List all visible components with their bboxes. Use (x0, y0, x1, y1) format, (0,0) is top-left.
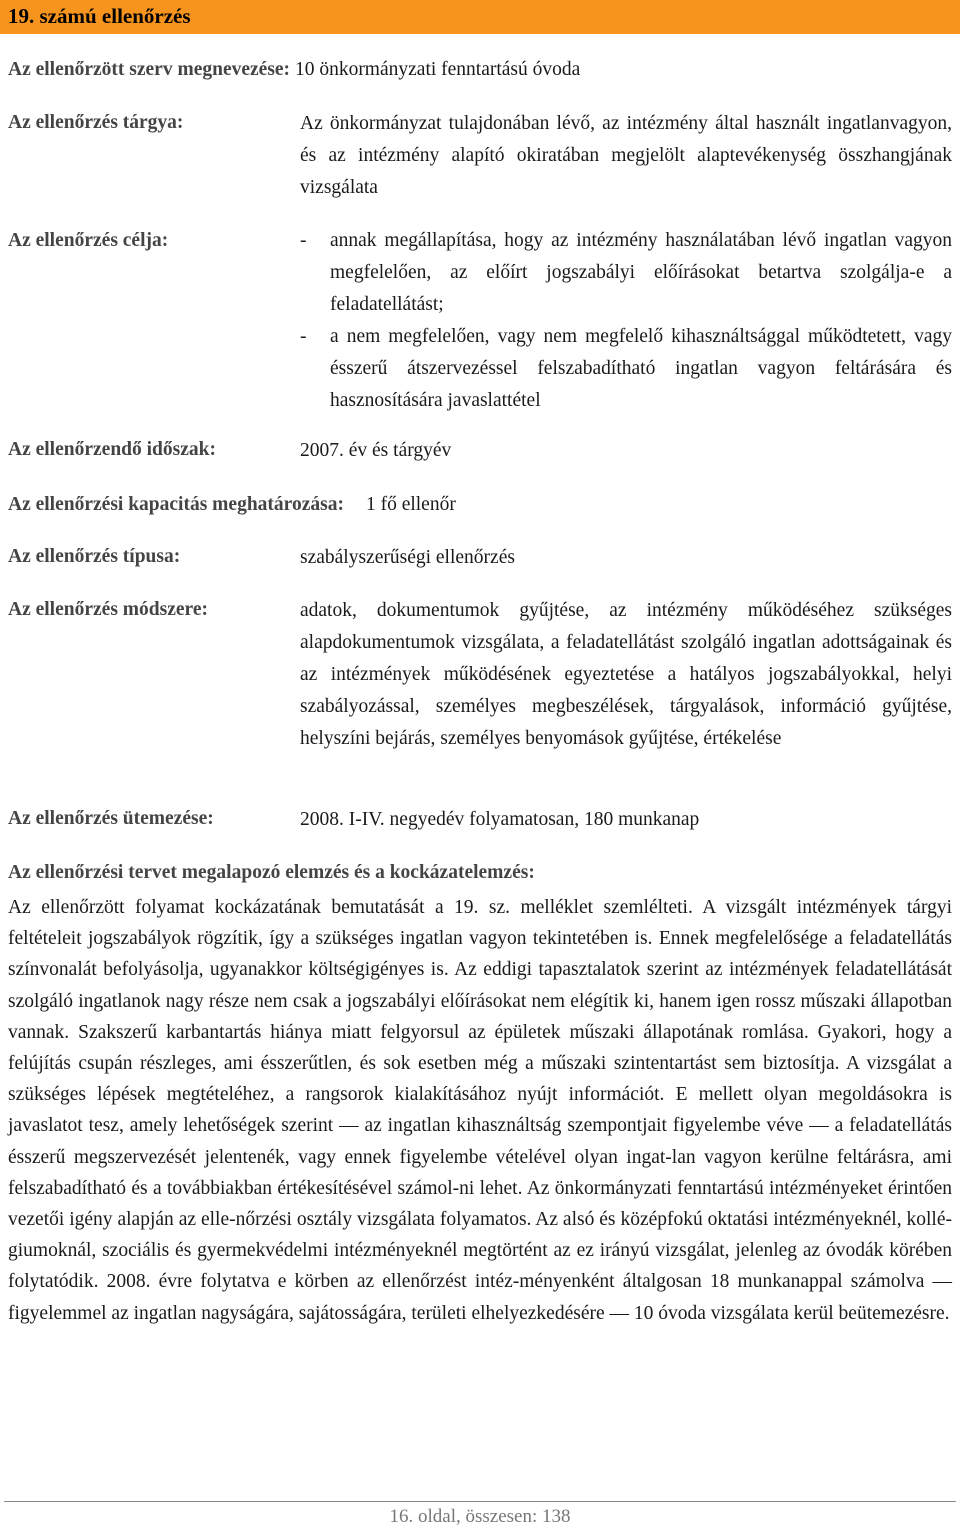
page-number: 16. oldal, összesen: 138 (389, 1506, 571, 1527)
section-title: 19. számú ellenőrzés (8, 4, 191, 28)
topic-label: Az ellenőrzés tárgya: (8, 112, 184, 133)
method-label: Az ellenőrzés módszere: (8, 599, 208, 620)
goal-item: - a nem megfelelően, vagy nem megfelelő kihasználtsággal működtetett, vagy ésszerű átszervezéssel felszabadítható ingatlan vagyon feltárására és hasznosítására javaslattétel (300, 326, 952, 411)
subject-org-value: 10 önkormányzati fenntartású óvoda (290, 59, 581, 80)
period-label: Az ellenőrzendő időszak: (8, 439, 216, 460)
capacity-row (8, 493, 456, 517)
topic-text: Az önkormányzat tulajdonában lévő, az intézmény által használt ingatlanvagyon, és az intézmény alapító okiratában megjelölt alaptevékenység összhangjának vizsgálata (300, 113, 952, 198)
goal-value (300, 225, 952, 417)
footer-divider (4, 1501, 956, 1502)
analysis-body: Az ellenőrzött folyamat kockázatának bemutatását a 19. sz. melléklet szemlélteti. A vizsgált intézmények tárgyi feltételeit jogszabályok rögzítik, így a szükséges ingatlan vagyon tekintetében is. Ennek megfelelősége a feladatellátás színvonalát befolyásolja, ugyanakkor költségigényes is. Az eddigi tapasztalatok szerint az intézmények feladatellátását szolgáló ingatlanok nagy része nem csak a jogszabályi előírásokat nem elégítik ki, hanem igen rossz műszaki állapotban vannak. Szakszerű karbantartás hiánya miatt felgyorsul az épületek műszaki állapotának romlása. Gyakori, hogy a felújítás csupán részleges, ami ésszerűtlen, és sok esetben még a műszaki szintentartást sem biztosítja. A vizsgálat a szükséges lépések megtételéhez, a rangsorok kialakításához nyújt információt. E mellett olyan megoldásokra is javaslatot tesz, amely lehetőségek szerint — az ingatlan kihasználtság szempontjait figyelembe véve — a feladatellátás ésszerű megszervezését jelentenék, vagy ennek figyelembe vételével olyan ingat-lan vagyon kerülne feltárásra, ami felszabadítható és a továbbiakban értékesítésével számol-ni lehet. Az önkormányzati fenntartású intézményeket érintően vezetői igény alapján az elle-nőrzési osztály vizsgálata folyamatos. Az alsó és középfokú oktatási intézményeknél, kollé-giumoknál, szociális és gyermekvédelmi intézményeknél megtörtént az ez irányú vizsgálat, jelenleg az óvodák körében folytatódik. 2008. évre folytatva e körben az ellenőrzést intéz-ményenként általgosan 18 munkanappal számolva — figyelemmel az ingatlan nagyságára, sajátosságára, területi elhelyezkedésére — 10 óvoda vizsgálata kerül beütemezésre. (8, 897, 952, 1324)
goal-list (300, 225, 952, 417)
schedule-value: 2008. I-IV. negyedév folyamatosan, 180 munkanap (300, 809, 700, 830)
period-value: 2007. év és tárgyév (300, 440, 452, 461)
capacity-label: Az ellenőrzési kapacitás meghatározása: (8, 494, 344, 515)
type-value: szabályszerűségi ellenőrzés (300, 547, 515, 568)
capacity-value: 1 fő ellenőr (365, 494, 456, 515)
goal-item: - annak megállapítása, hogy az intézmény használatában lévő ingatlan vagyon megfelelően, az előírt jogszabályi előírásokat betartva szolgálja-e a feladatellátást; (300, 230, 952, 315)
section-title-bar (0, 0, 960, 36)
schedule-label: Az ellenőrzés ütemezése: (8, 808, 214, 829)
type-label: Az ellenőrzés típusa: (8, 546, 181, 567)
subject-org-label: Az ellenőrzött szerv megnevezése: (8, 59, 291, 80)
goal-label: Az ellenőrzés célja: (8, 230, 169, 251)
method-value: adatok, dokumentumok gyűjtése, az intézmény működéséhez szükséges alapdokumentumok vizsgálata, a feladatellátást szolgáló ingatlan adottságainak és az intézmények működésének egyeztetése a hatályos jogszabályokkal, helyi szabályozással, személyes megbeszélések, tárgyalások, információ gyűjtése, helyszíni bejárás, személyes benyomások gyűjtése, értékelése (300, 600, 952, 749)
topic-value (300, 108, 952, 204)
analysis-heading: Az ellenőrzési tervet megalapozó elemzés és a kockázatelemzés: (8, 862, 535, 883)
subject-org-row (8, 58, 580, 82)
